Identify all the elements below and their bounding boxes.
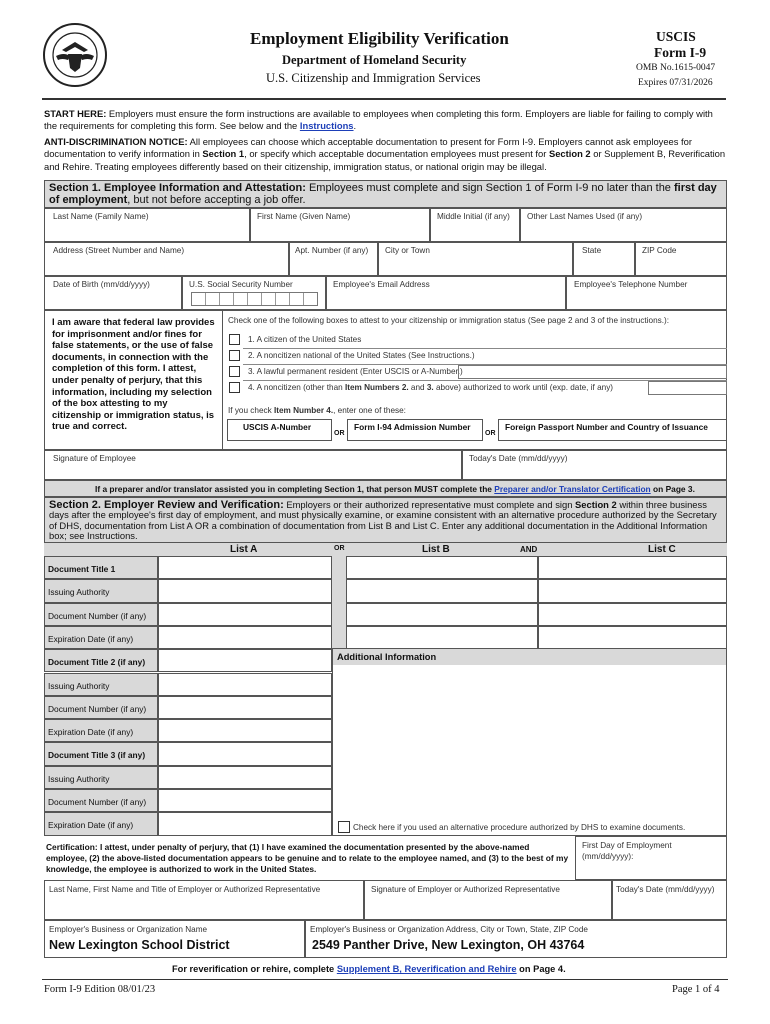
phone-field[interactable]: Employee's Telephone Number [566, 276, 727, 310]
reverification-notice: For reverification or rehire, complete Supplement B, Reverification and Rehire on Page 4. [172, 964, 566, 974]
list-c-field[interactable] [538, 556, 727, 579]
doc-row-label: Expiration Date (if any) [44, 812, 158, 835]
omb-number: OMB No.1615-0047 [636, 63, 716, 73]
dob-field[interactable]: Date of Birth (mm/dd/yyyy) [44, 276, 182, 310]
alt-procedure-label: Check here if you used an alternative procedure authorized by DHS to examine documents. [353, 823, 686, 832]
dhs-seal [42, 22, 108, 88]
list-a-field[interactable] [158, 626, 332, 649]
employee-date-field[interactable]: Today's Date (mm/dd/yyyy) [462, 450, 727, 480]
alt-procedure-checkbox[interactable] [338, 821, 350, 833]
i94-number-field[interactable]: Form I-94 Admission Number [347, 419, 483, 441]
employer-name-field[interactable]: Last Name, First Name and Title of Employer or Authorized Representative [44, 880, 364, 920]
doc-row-label: Document Title 2 (if any) [44, 649, 158, 672]
list-b-field[interactable] [346, 626, 538, 649]
doc-row-label: Expiration Date (if any) [44, 719, 158, 742]
item4-instruction: If you check Item Number 4., enter one of these: [228, 406, 406, 415]
footer-divider [42, 979, 728, 980]
header-divider [42, 98, 726, 100]
list-b-label: List B [422, 544, 450, 555]
apt-number-field[interactable]: Apt. Number (if any) [289, 242, 378, 276]
doc-row-label: Document Title 3 (if any) [44, 742, 158, 765]
employer-signature-field[interactable]: Signature of Employer or Authorized Representative [364, 880, 612, 920]
doc-row-label: Document Title 1 [44, 556, 158, 579]
doc-row-label: Issuing Authority [44, 766, 158, 789]
citizen-option: 1. A citizen of the United States [248, 335, 362, 344]
expiration-date: Expires 07/31/2026 [638, 78, 713, 88]
middle-initial-field[interactable]: Middle Initial (if any) [430, 208, 520, 242]
certification-text: Certification: I attest, under penalty of perjury, that (1) I have examined the documentation presented by the above-named employee, (2) the above-listed documentation appears to be genuine and to relate to the employee named, and (3) to the best of my knowledge, the employee is authorized to work in the United States. [46, 842, 569, 874]
ssn-field[interactable]: U.S. Social Security Number [182, 276, 326, 310]
noncitizen-national-checkbox[interactable] [229, 350, 240, 361]
form-number: Form I-9 [654, 45, 707, 60]
list-or-label: OR [334, 545, 345, 552]
or-column-band [332, 556, 346, 648]
agency-name: U.S. Citizenship and Immigration Services [266, 71, 481, 85]
or-label-1: OR [334, 430, 345, 437]
uscis-label: USCIS [656, 29, 696, 44]
list-a-field[interactable] [158, 789, 332, 812]
list-a-field[interactable] [158, 579, 332, 602]
start-here-notice: START HERE: Employers must ensure the form instructions are available to employees when completing this form. Employers are liable for failing to comply with the requirements for completing this form. See below and the Instructions. [44, 108, 713, 132]
authorized-noncitizen-option: 4. A noncitizen (other than Item Numbers 2. and 3. above) authorized to work until (exp. date, if any) [248, 383, 614, 392]
first-name-field[interactable]: First Name (Given Name) [250, 208, 430, 242]
list-c-field[interactable] [538, 603, 727, 626]
list-a-field[interactable] [158, 742, 332, 765]
business-address-field[interactable]: Employer's Business or Organization Address, City or Town, State, ZIP Code 2549 Panther Drive, New Lexington, OH 43764 [305, 920, 727, 958]
employer-date-field[interactable]: Today's Date (mm/dd/yyyy) [612, 880, 727, 920]
list-a-field[interactable] [158, 556, 332, 579]
or-label-2: OR [485, 430, 496, 437]
list-header [44, 543, 727, 556]
form-edition: Form I-9 Edition 08/01/23 [44, 984, 156, 995]
list-and-label: AND [520, 545, 538, 554]
section2-heading: Section 2. Employer Review and Verification: Employers or their authorized representative must complete and sign Section 2 within three business days after the employee's first day of employment, and must physically examine, or examine consistent with an alternative procedure authorized by the Secretary of DHS, documentation from List A OR a combination of documentation from List B and List C. Enter any additional documentation in the Additional Information box; see Instructions. [44, 497, 727, 543]
list-a-label: List A [230, 544, 258, 555]
option-divider [243, 348, 727, 349]
doc-row-label: Document Number (if any) [44, 603, 158, 626]
form-title: Employment Eligibility Verification [250, 29, 509, 48]
attestation-divider [222, 310, 223, 450]
business-name-value: New Lexington School District [49, 938, 230, 952]
state-field[interactable]: State [573, 242, 635, 276]
citizen-checkbox[interactable] [229, 334, 240, 345]
additional-info-box[interactable]: Additional Information [332, 648, 727, 836]
anti-discrimination-notice: ANTI-DISCRIMINATION NOTICE: All employees can choose which acceptable documentation to present for Form I-9. Employers cannot ask employees for documentation to verify information in Section 1, or specify which acceptable documentation employees must present for Section 2 or Supplement B, Reverification and Rehire. Treating employees differently based on their citizenship, immigration status, or national origin may be illegal. [44, 136, 726, 172]
doc-row-label: Document Number (if any) [44, 696, 158, 719]
doc-row-label: Expiration Date (if any) [44, 626, 158, 649]
doc-row-label: Issuing Authority [44, 673, 158, 696]
email-field[interactable]: Employee's Email Address [326, 276, 566, 310]
citizenship-check-intro: Check one of the following boxes to attest to your citizenship or immigration status (See page 2 and 3 of the instructions.): [228, 316, 669, 325]
list-a-field[interactable] [158, 603, 332, 626]
zip-field[interactable]: ZIP Code [635, 242, 727, 276]
first-day-employment-field[interactable]: First Day of Employment (mm/dd/yyyy): [575, 836, 727, 880]
doc-row-label: Issuing Authority [44, 579, 158, 602]
permanent-resident-option: 3. A lawful permanent resident (Enter USCIS or A-Number.) [248, 367, 463, 376]
list-a-field[interactable] [158, 649, 332, 672]
preparer-certification-link[interactable]: Preparer and/or Translator Certification [494, 484, 651, 494]
noncitizen-national-option: 2. A noncitizen national of the United States (See Instructions.) [248, 351, 475, 360]
list-a-field[interactable] [158, 673, 332, 696]
list-b-field[interactable] [346, 579, 538, 602]
address-field[interactable]: Address (Street Number and Name) [44, 242, 289, 276]
a-number-box[interactable] [458, 365, 727, 379]
list-b-field[interactable] [346, 603, 538, 626]
business-address-value: 2549 Panther Drive, New Lexington, OH 43764 [312, 938, 585, 952]
employee-signature-field[interactable]: Signature of Employee [44, 450, 462, 480]
supplement-b-link[interactable]: Supplement B, Reverification and Rehire [336, 964, 517, 974]
ssn-digit-boxes[interactable] [191, 292, 318, 306]
other-names-field[interactable]: Other Last Names Used (if any) [520, 208, 727, 242]
page-number: Page 1 of 4 [672, 984, 720, 995]
instructions-link[interactable]: Instructions [299, 120, 354, 132]
section1-heading: Section 1. Employee Information and Attestation: Employees must complete and sign Section 1 of Form I-9 no later than the first day of employment, but not before accepting a job offer. [44, 180, 727, 208]
list-a-field[interactable] [158, 766, 332, 789]
list-c-field[interactable] [538, 579, 727, 602]
attestation-text: I am aware that federal law provides for imprisonment and/or fines for false statements, or the use of false documents, in connection with the completion of this form. I attest, under penalty of perjury, that this information, including my selection of the box attesting to my citizenship or immigration status, is true and correct. [52, 317, 215, 433]
business-name-field[interactable]: Employer's Business or Organization Name New Lexington School District [44, 920, 305, 958]
foreign-passport-field[interactable]: Foreign Passport Number and Country of Issuance [498, 419, 727, 441]
department-name: Department of Homeland Security [282, 53, 467, 67]
list-c-field[interactable] [538, 626, 727, 649]
city-field[interactable]: City or Town [378, 242, 573, 276]
doc-row-label: Document Number (if any) [44, 789, 158, 812]
uscis-a-number-field[interactable]: USCIS A-Number [227, 419, 332, 441]
list-c-label: List C [648, 544, 676, 555]
preparer-notice: If a preparer and/or translator assisted you in completing Section 1, that person MUST complete the Preparer and/or Translator Certification on Page 3. [44, 480, 727, 497]
last-name-field[interactable]: Last Name (Family Name) [44, 208, 250, 242]
work-until-box[interactable] [648, 381, 727, 395]
list-b-field[interactable] [346, 556, 538, 579]
list-a-field[interactable] [158, 812, 332, 835]
list-a-field[interactable] [158, 719, 332, 742]
permanent-resident-checkbox[interactable] [229, 366, 240, 377]
list-a-field[interactable] [158, 696, 332, 719]
authorized-noncitizen-checkbox[interactable] [229, 382, 240, 393]
